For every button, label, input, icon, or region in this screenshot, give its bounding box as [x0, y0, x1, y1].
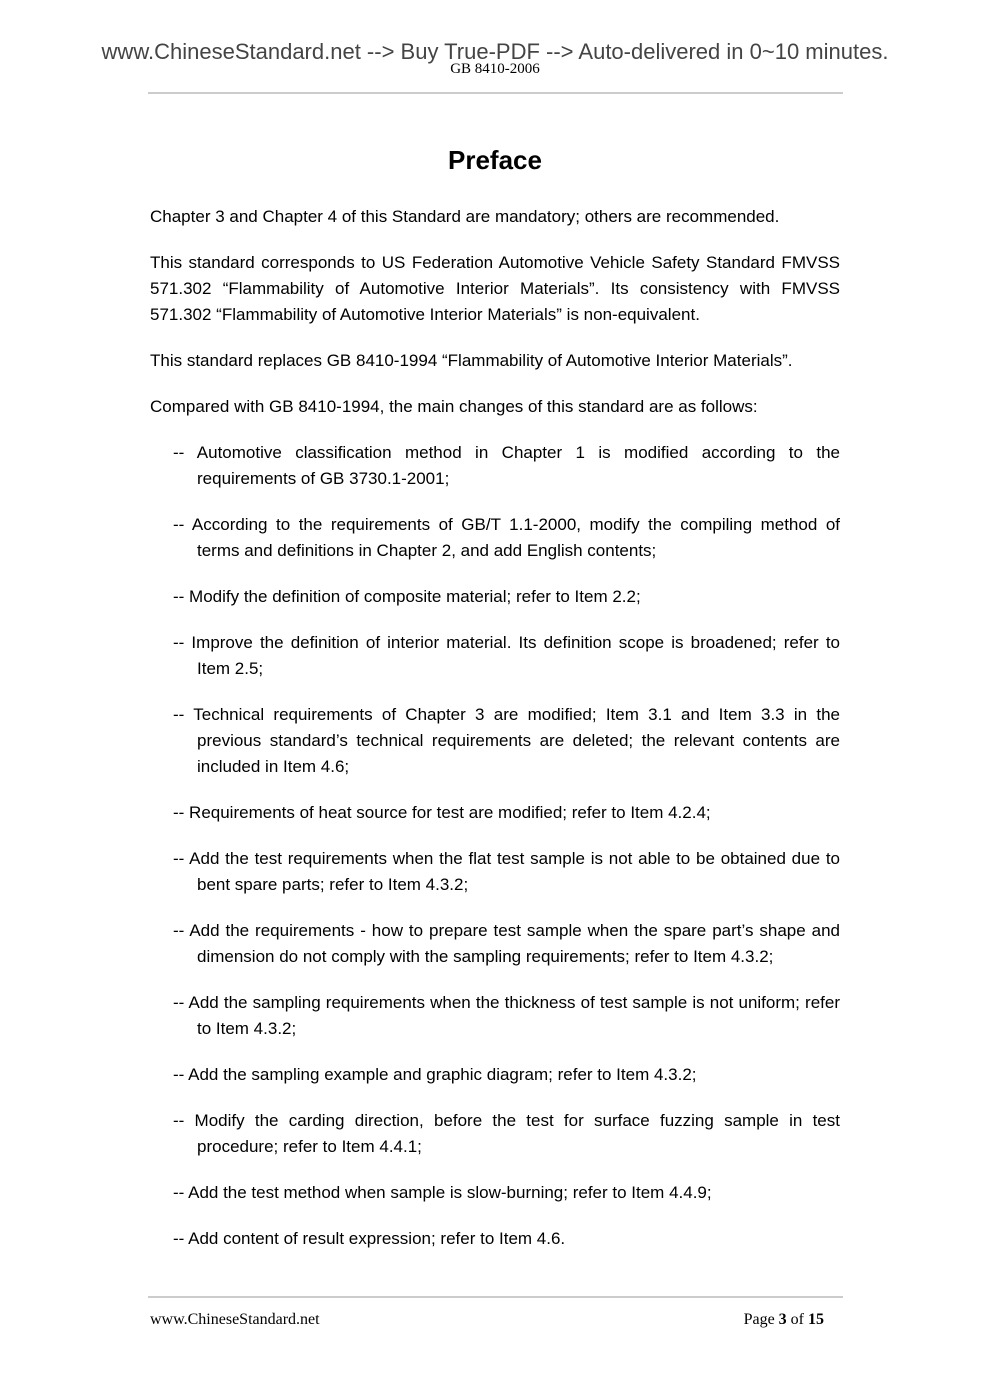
change-item: -- Requirements of heat source for test are modified; refer to Item 4.2.4;	[173, 803, 711, 822]
change-item: -- Add the test method when sample is slow-burning; refer to Item 4.4.9;	[173, 1183, 712, 1202]
change-item: -- Add the sampling requirements when the thickness of test sample is not uniform; refer to Item 4.3.2;	[173, 993, 840, 1038]
change-item: -- Add the sampling example and graphic diagram; refer to Item 4.3.2;	[173, 1065, 697, 1084]
header-divider	[148, 92, 843, 94]
total-pages: 15	[808, 1311, 824, 1328]
paragraph: This standard replaces GB 8410-1994 “Flammability of Automotive Interior Materials”.	[150, 351, 793, 370]
page-prefix: Page	[743, 1311, 779, 1328]
change-item: -- Add the test requirements when the flat test sample is not able to be obtained due to bent spare parts; refer to Item 4.3.2;	[173, 849, 840, 894]
footer-divider	[148, 1296, 843, 1298]
change-item: -- Modify the definition of composite material; refer to Item 2.2;	[173, 587, 641, 606]
page-title: Preface	[448, 145, 542, 175]
paragraph: Compared with GB 8410-1994, the main changes of this standard are as follows:	[150, 397, 758, 416]
header-banner: www.ChineseStandard.net --> Buy True-PDF --> Auto-delivered in 0~10 minutes.	[101, 39, 889, 64]
change-item: -- Technical requirements of Chapter 3 are modified; Item 3.1 and Item 3.3 in the previous standard’s technical requirements are deleted; the relevant contents are included in Item 4.6;	[173, 705, 840, 776]
current-page: 3	[778, 1311, 787, 1328]
paragraph: This standard corresponds to US Federation Automotive Vehicle Safety Standard FMVSS 571.302 “Flammability of Automotive Interior Materials”. Its consistency with FMVSS 571.302 “Flammability of Automotive Interior Materials” is non-equivalent.	[150, 253, 840, 324]
change-item: -- Add the requirements - how to prepare test sample when the spare part’s shape and dimension do not comply with the sampling requirements; refer to Item 4.3.2;	[173, 921, 840, 966]
change-item: -- According to the requirements of GB/T 1.1-2000, modify the compiling method of terms and definitions in Chapter 2, and add English contents;	[173, 515, 840, 560]
change-item: -- Automotive classification method in Chapter 1 is modified according to the requirements of GB 3730.1-2001;	[173, 443, 840, 488]
paragraph: Chapter 3 and Chapter 4 of this Standard are mandatory; others are recommended.	[150, 207, 780, 226]
footer-site: www.ChineseStandard.net	[150, 1311, 320, 1328]
document-body	[150, 204, 840, 1272]
change-item: -- Add content of result expression; refer to Item 4.6.	[173, 1229, 566, 1248]
change-item: -- Modify the carding direction, before the test for surface fuzzing sample in test procedure; refer to Item 4.4.1;	[173, 1111, 840, 1156]
page-of: of	[786, 1311, 808, 1328]
standard-code: GB 8410-2006	[450, 61, 540, 77]
page-number	[744, 1311, 824, 1329]
change-item: -- Improve the definition of interior material. Its definition scope is broadened; refer to Item 2.5;	[173, 633, 840, 678]
